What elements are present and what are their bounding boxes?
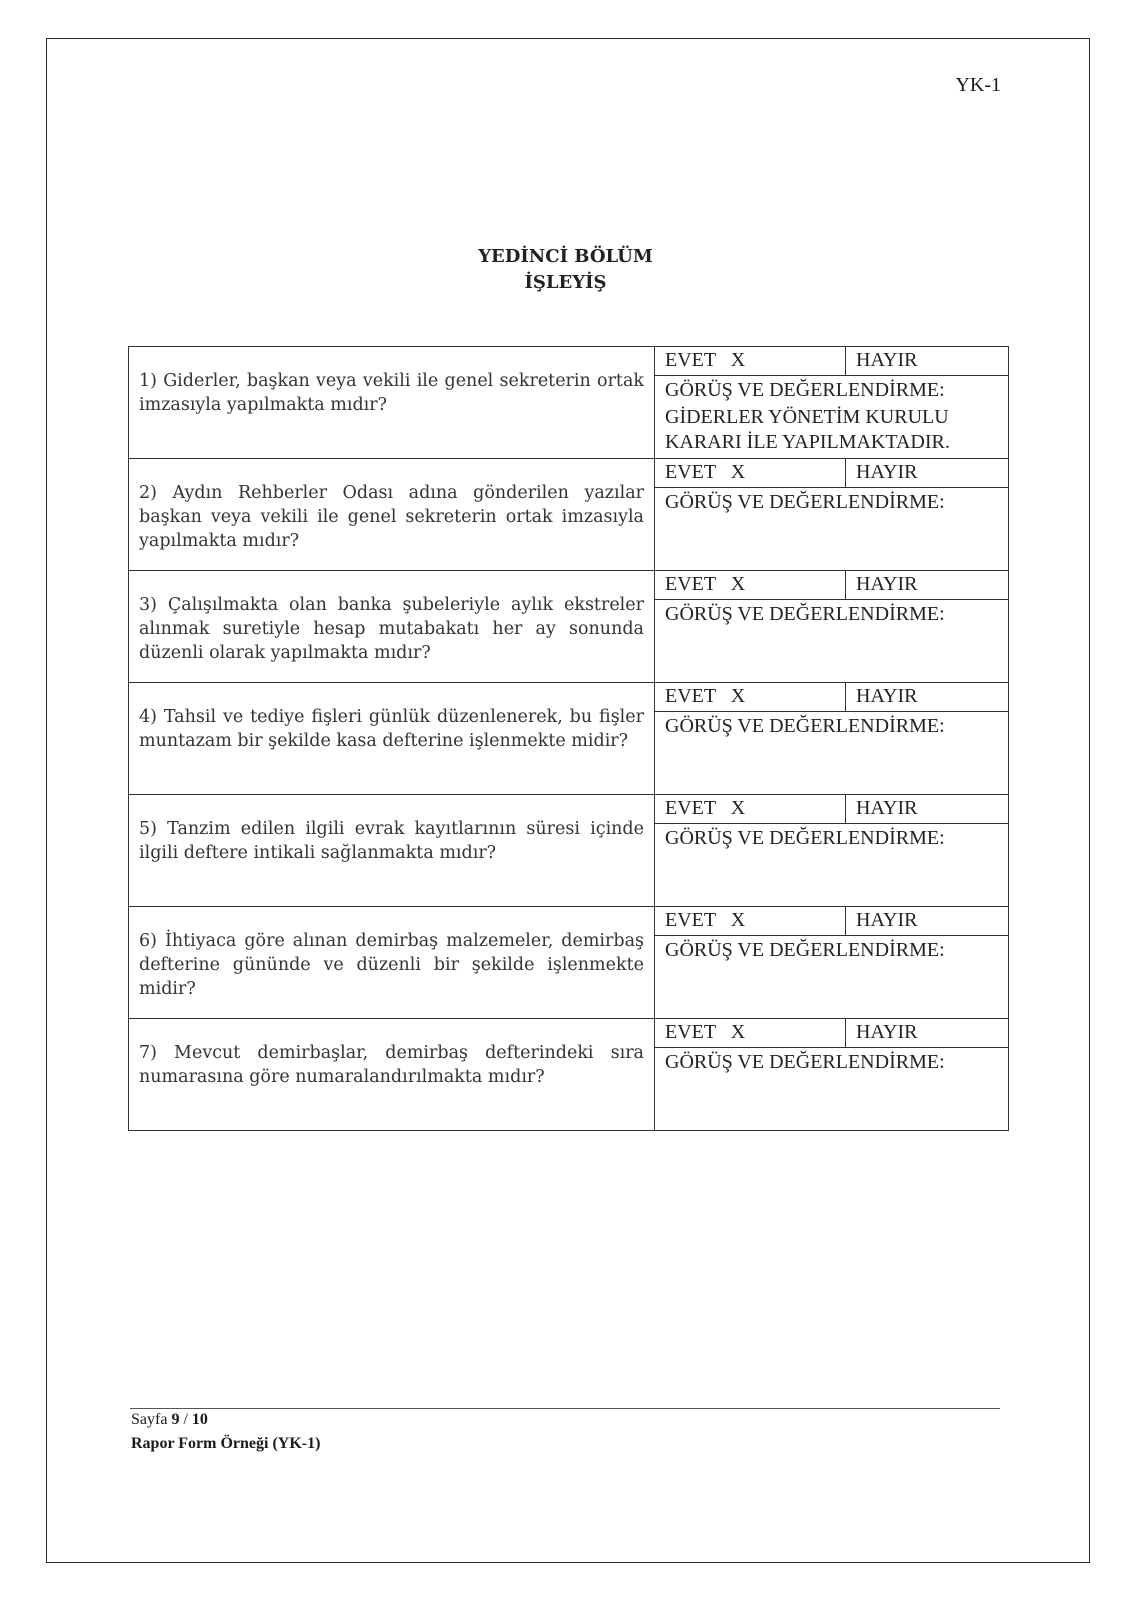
answer-cell (655, 907, 1009, 1019)
table-row (129, 683, 1009, 795)
answer-cell (655, 683, 1009, 795)
document-code: YK-1 (955, 74, 1001, 96)
yes-option[interactable]: EVET X (665, 685, 746, 707)
question-text: 1) Giderler, başkan veya vekili ile genel sekreterin ortak imzasıyla yapılmakta mıdır? (129, 347, 655, 459)
yes-option[interactable]: EVET X (665, 797, 746, 819)
opinion-comment: KARARI İLE YAPILMAKTADIR. (665, 431, 950, 453)
question-text: 6) İhtiyaca göre alınan demirbaş malzemeler, demirbaş defterine gününde ve düzenli bir şekilde işlenmekte midir? (129, 907, 655, 1019)
answer-bar (655, 907, 1008, 936)
answer-bar (655, 795, 1008, 824)
form-name: Rapor Form Örneği (YK-1) (131, 1435, 321, 1452)
table-row (129, 347, 1009, 459)
no-option[interactable]: HAYIR (845, 1019, 1008, 1047)
page-number (131, 1411, 208, 1429)
page-separator: / (183, 1411, 188, 1428)
yes-option[interactable]: EVET X (665, 573, 746, 595)
opinion-label: GÖRÜŞ VE DEĞERLENDİRME: (665, 379, 945, 401)
footer-divider (130, 1408, 1000, 1409)
section-subtitle: İŞLEYİŞ (524, 272, 607, 293)
question-text: 7) Mevcut demirbaşlar, demirbaş defterindeki sıra numarasına göre numaralandırılmakta mıdır? (129, 1019, 655, 1131)
table-row (129, 1019, 1009, 1131)
question-text: 5) Tanzim edilen ilgili evrak kayıtlarının süresi içinde ilgili deftere intikali sağlanmakta mıdır? (129, 795, 655, 907)
table-row (129, 459, 1009, 571)
yes-option[interactable]: EVET X (665, 461, 746, 483)
opinion-label: GÖRÜŞ VE DEĞERLENDİRME: (665, 1051, 945, 1073)
answer-cell (655, 795, 1009, 907)
table-row (129, 795, 1009, 907)
yes-option[interactable]: EVET X (665, 1021, 746, 1043)
answer-bar (655, 1019, 1008, 1048)
question-text: 2) Aydın Rehberler Odası adına gönderilen yazılar başkan veya vekili ile genel sekreterin ortak imzasıyla yapılmakta mıdır? (129, 459, 655, 571)
answer-bar (655, 571, 1008, 600)
opinion-label: GÖRÜŞ VE DEĞERLENDİRME: (665, 491, 945, 513)
page-current: 9 (171, 1411, 180, 1428)
opinion-label: GÖRÜŞ VE DEĞERLENDİRME: (665, 939, 945, 961)
no-option[interactable]: HAYIR (845, 683, 1008, 711)
section-title: YEDİNCİ BÖLÜM (478, 246, 653, 267)
opinion-comment: GİDERLER YÖNETİM KURULU (665, 406, 949, 428)
answer-bar (655, 683, 1008, 712)
table-row (129, 907, 1009, 1019)
opinion-label: GÖRÜŞ VE DEĞERLENDİRME: (665, 603, 945, 625)
question-text: 3) Çalışılmakta olan banka şubeleriyle aylık ekstreler alınmak suretiyle hesap mutabakatı her ay sonunda düzenli olarak yapılmakta mıdır? (129, 571, 655, 683)
question-text: 4) Tahsil ve tediye fişleri günlük düzenlenerek, bu fişler muntazam bir şekilde kasa defterine işlenmekte midir? (129, 683, 655, 795)
page-prefix: Sayfa (131, 1411, 168, 1428)
answer-cell (655, 1019, 1009, 1131)
yes-option[interactable]: EVET X (665, 909, 746, 931)
answer-cell (655, 571, 1009, 683)
no-option[interactable]: HAYIR (845, 571, 1008, 599)
no-option[interactable]: HAYIR (845, 347, 1008, 375)
page-total: 10 (191, 1411, 208, 1428)
no-option[interactable]: HAYIR (845, 459, 1008, 487)
answer-cell (655, 347, 1009, 459)
answer-bar (655, 347, 1008, 376)
opinion-label: GÖRÜŞ VE DEĞERLENDİRME: (665, 827, 945, 849)
opinion-label: GÖRÜŞ VE DEĞERLENDİRME: (665, 715, 945, 737)
answer-cell (655, 459, 1009, 571)
no-option[interactable]: HAYIR (845, 795, 1008, 823)
table-row (129, 571, 1009, 683)
audit-question-table (128, 346, 1009, 1131)
no-option[interactable]: HAYIR (845, 907, 1008, 935)
answer-bar (655, 459, 1008, 488)
yes-option[interactable]: EVET X (665, 349, 746, 371)
